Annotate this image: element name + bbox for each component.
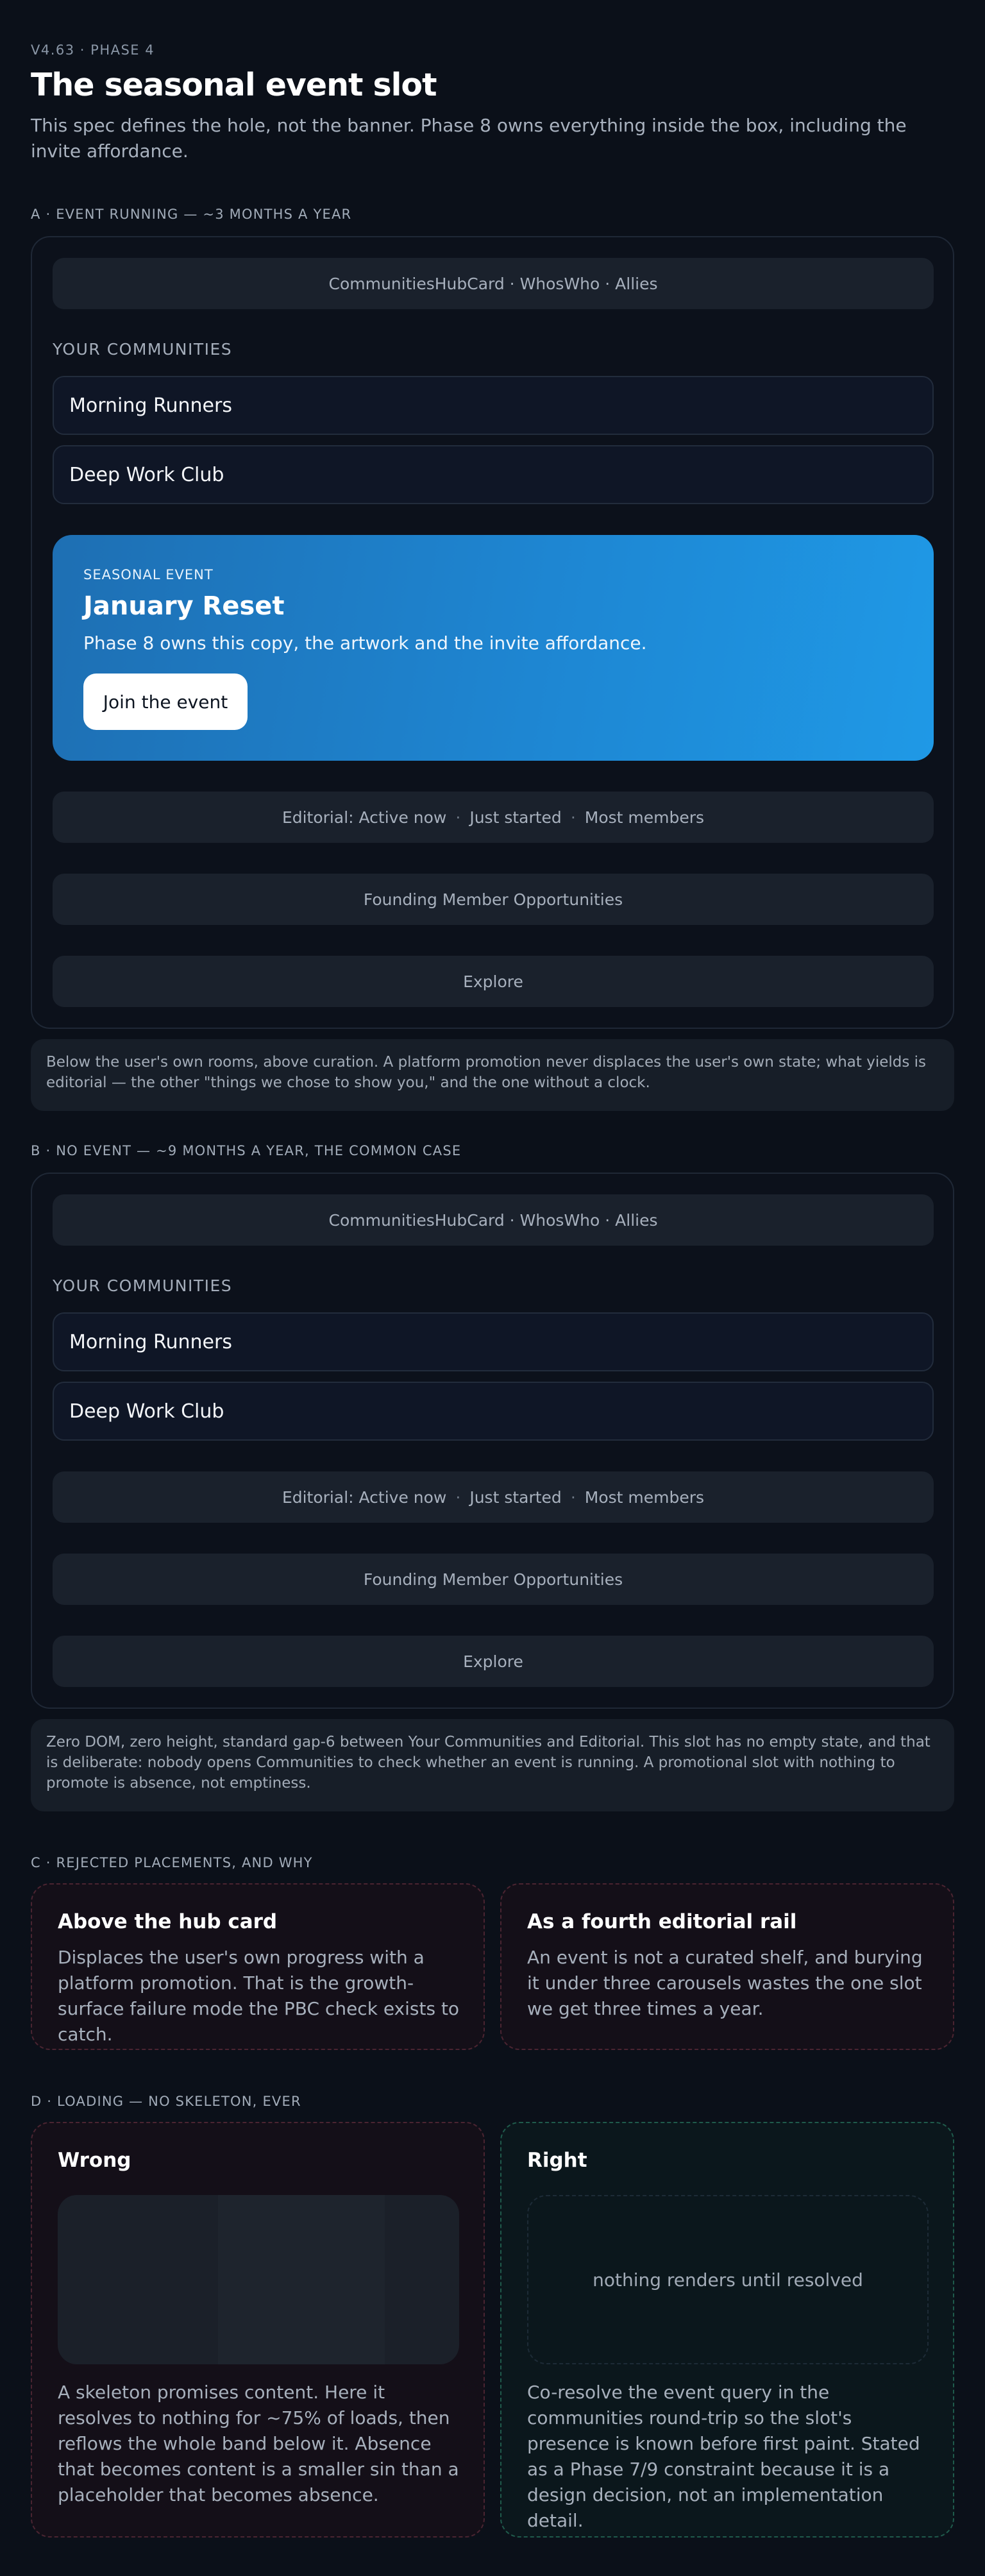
rejected-card-title: As a fourth editorial rail	[527, 1910, 797, 1933]
editorial-item-most-members: Most members	[584, 1487, 705, 1507]
separator-dot: ·	[570, 808, 576, 827]
wrong-title: Wrong	[58, 2149, 131, 2172]
community-room-morning-runners[interactable]: Morning Runners	[53, 376, 934, 435]
seasonal-event-slot	[53, 535, 934, 761]
loading-right-card	[500, 2122, 954, 2538]
separator-dot: ·	[570, 1487, 576, 1507]
editorial-rail[interactable]	[53, 792, 934, 843]
rejected-above-hub-card	[31, 1883, 485, 2050]
explore-rail[interactable]: Explore	[53, 956, 934, 1007]
separator-dot: ·	[455, 1487, 461, 1507]
event-kicker: SEASONAL EVENT	[83, 567, 214, 582]
section-b-note: Zero DOM, zero height, standard gap-6 between Your Communities and Editorial. This slot has no empty state, and that is deliberate: nobody opens Communities to check whether an event is running. A promotional slot with nothing to promote is absence, not emptiness.	[31, 1719, 954, 1811]
rejected-fourth-editorial-rail	[500, 1883, 954, 2050]
page-title: The seasonal event slot	[31, 67, 437, 103]
join-event-button[interactable]: Join the event	[83, 674, 248, 730]
rejected-card-title: Above the hub card	[58, 1910, 278, 1933]
right-body: Co-resolve the event query in the communities round-trip so the slot's presence is known before first paint. Stated as a Phase 7/9 constraint because it is a design decision, not an implementation detail.	[527, 2382, 920, 2531]
community-room-morning-runners[interactable]: Morning Runners	[53, 1312, 934, 1371]
event-body: Phase 8 owns this copy, the artwork and the invite affordance.	[83, 632, 647, 654]
right-title: Right	[527, 2149, 587, 2172]
hub-card[interactable]: CommunitiesHubCard · WhosWho · Allies	[53, 1194, 934, 1246]
event-running-frame	[31, 236, 954, 1029]
explore-rail[interactable]: Explore	[53, 1636, 934, 1687]
skeleton-shimmer-band	[218, 2195, 385, 2364]
skeleton-placeholder	[58, 2195, 459, 2364]
no-event-frame	[31, 1173, 954, 1709]
editorial-rail[interactable]	[53, 1471, 934, 1523]
editorial-item-just-started: Just started	[469, 1487, 562, 1507]
founding-member-rail[interactable]: Founding Member Opportunities	[53, 874, 934, 925]
section-a-label: A · EVENT RUNNING — ~3 MONTHS A YEAR	[31, 207, 352, 222]
your-communities-label: YOUR COMMUNITIES	[53, 1276, 233, 1295]
community-room-deep-work-club[interactable]: Deep Work Club	[53, 445, 934, 504]
hub-card[interactable]: CommunitiesHubCard · WhosWho · Allies	[53, 258, 934, 309]
page-lede: This spec defines the hole, not the banner. Phase 8 owns everything inside the box, including the invite affordance.	[31, 115, 907, 162]
event-title: January Reset	[83, 591, 285, 621]
section-c-label: C · REJECTED PLACEMENTS, AND WHY	[31, 1855, 313, 1870]
editorial-item-active-now: Editorial: Active now	[282, 808, 447, 827]
community-room-deep-work-club[interactable]: Deep Work Club	[53, 1382, 934, 1441]
version-eyebrow: V4.63 · PHASE 4	[31, 42, 155, 58]
editorial-item-most-members: Most members	[584, 808, 705, 827]
rejected-card-body: An event is not a curated shelf, and burying it under three carousels wastes the one slot we get three times a year.	[527, 1947, 923, 2019]
section-a-note: Below the user's own rooms, above curation. A platform promotion never displaces the user's own state; what yields is editorial — the other "things we chose to show you," and the one without a clock.	[31, 1039, 954, 1111]
section-b-label: B · NO EVENT — ~9 MONTHS A YEAR, THE COMMON CASE	[31, 1143, 462, 1158]
section-d-label: D · LOADING — NO SKELETON, EVER	[31, 2094, 301, 2109]
founding-member-rail[interactable]: Founding Member Opportunities	[53, 1554, 934, 1605]
your-communities-label: YOUR COMMUNITIES	[53, 340, 233, 359]
rejected-card-body: Displaces the user's own progress with a platform promotion. That is the growth-surface failure mode the PBC check exists to catch.	[58, 1947, 460, 2045]
separator-dot: ·	[455, 808, 461, 827]
unresolved-slot-text: nothing renders until resolved	[593, 2269, 863, 2291]
editorial-item-active-now: Editorial: Active now	[282, 1487, 447, 1507]
wrong-body: A skeleton promises content. Here it resolves to nothing for ~75% of loads, then reflows the whole band below it. Absence that becomes content is a smaller sin than a placeholder that becomes absence.	[58, 2382, 459, 2505]
loading-wrong-card	[31, 2122, 485, 2538]
unresolved-slot-box	[527, 2195, 929, 2364]
editorial-item-just-started: Just started	[469, 808, 562, 827]
